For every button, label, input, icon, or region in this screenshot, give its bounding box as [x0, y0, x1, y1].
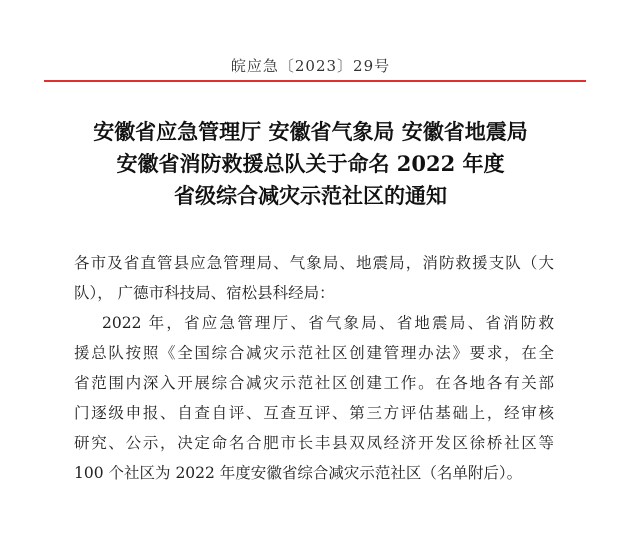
paragraph-line: 2022 年，省应急管理厅、省气象局、省地震局、省消防救	[102, 314, 554, 332]
salutation-line: 各市及省直管县应急管理局、气象局、地震局，消防救援支队（大	[74, 254, 554, 272]
red-header-rule	[44, 80, 586, 82]
title-line-3: 省级综合减灾示范社区的通知	[174, 183, 447, 208]
title-line-1: 安徽省应急管理厅 安徽省气象局 安徽省地震局	[93, 119, 528, 144]
paragraph-line: 省范围内深入开展综合减灾示范社区创建工作。在各地各有关部	[74, 374, 554, 392]
paragraph-line: 门逐级申报、自查自评、互查互评、第三方评估基础上，经审核	[74, 404, 554, 422]
paragraph-line: 援总队按照《全国综合减灾示范社区创建管理办法》要求，在全	[74, 344, 554, 362]
paragraph-line: 100 个社区为 2022 年度安徽省综合减灾示范社区（名单附后）。	[74, 464, 523, 482]
paragraph-line: 研究、公示，决定命名合肥市长丰县双凤经济开发区徐桥社区等	[74, 434, 554, 452]
document-title	[0, 116, 621, 212]
title-line-2: 安徽省消防救援总队关于命名 2022 年度	[116, 151, 505, 176]
salutation-line: 队）， 广德市科技局、宿松县科经局：	[74, 284, 335, 302]
document-body	[74, 248, 554, 488]
document-number: 皖应急〔2023〕29号	[230, 57, 391, 75]
